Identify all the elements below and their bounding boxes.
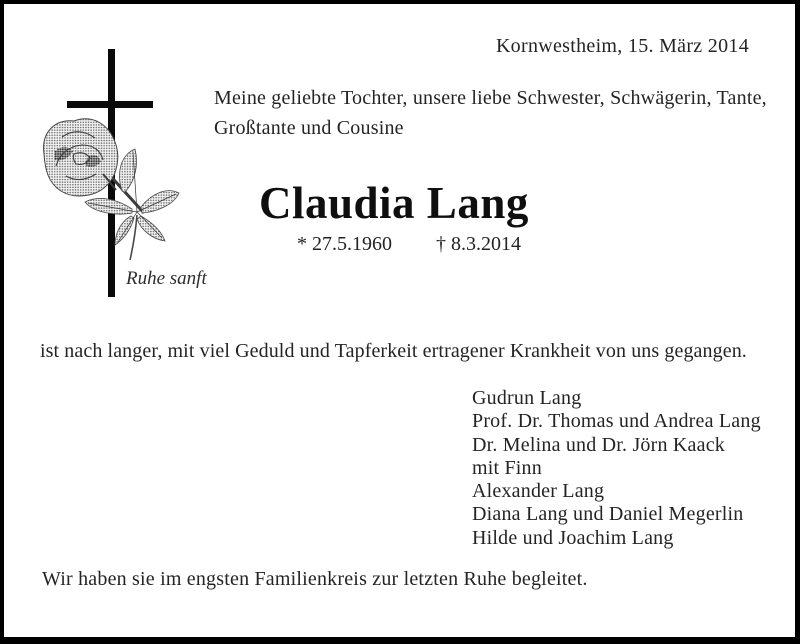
body-text: ist nach langer, mit viel Geduld und Tapferkeit ertragener Krankheit von uns gegangen. <box>40 340 747 362</box>
death-date: † 8.3.2014 <box>436 233 521 255</box>
mourner-line: Alexander Lang <box>472 480 605 503</box>
mourner-line: Diana Lang und Daniel Megerlin <box>472 503 744 526</box>
intro-line-2: Großtante und Cousine <box>214 117 404 139</box>
motto: Ruhe sanft <box>126 268 207 289</box>
intro-line-1: Meine geliebte Tochter, unsere liebe Schwester, Schwägerin, Tante, <box>214 87 767 109</box>
life-dates <box>297 233 521 256</box>
mourners-list <box>472 387 761 550</box>
mourner-line: Gudrun Lang <box>472 387 582 409</box>
mourner-line: mit Finn <box>472 456 542 479</box>
birth-date: * 27.5.1960 <box>297 233 392 255</box>
closing-text: Wir haben sie im engsten Familienkreis zur letzten Ruhe begleitet. <box>42 568 588 590</box>
dateline: Kornwestheim, 15. März 2014 <box>495 35 749 57</box>
intro-text <box>214 83 779 143</box>
deceased-name: Claudia Lang <box>259 178 529 228</box>
mourner-line: Dr. Melina und Dr. Jörn Kaack <box>472 433 725 456</box>
mourner-line: Prof. Dr. Thomas und Andrea Lang <box>472 410 761 433</box>
mourner-line: Hilde und Joachim Lang <box>472 526 674 549</box>
